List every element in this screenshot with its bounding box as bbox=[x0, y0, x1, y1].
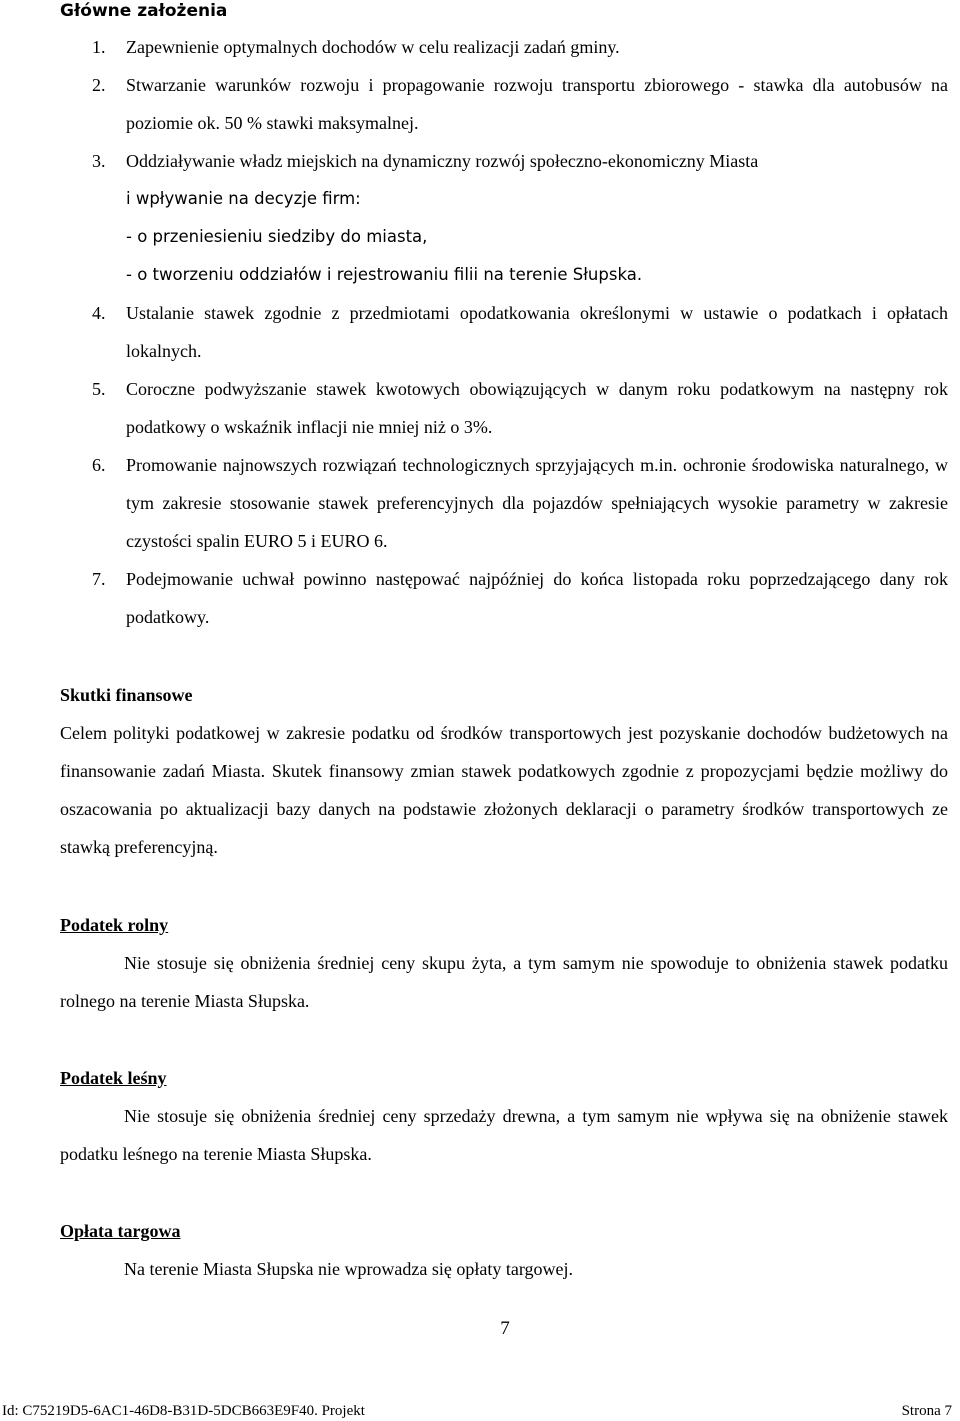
forest-heading: Podatek leśny bbox=[60, 1068, 167, 1088]
goal-3-line-1: i wpływanie na decyzje firm: bbox=[126, 189, 361, 208]
goals-list bbox=[92, 28, 948, 636]
footer-id: Id: C75219D5-6AC1-46D8-B31D-5DCB663E9F40. Projekt bbox=[2, 1403, 365, 1419]
agri-section bbox=[60, 906, 948, 1020]
market-text: Na terenie Miasta Słupska nie wprowadza się opłaty targowej. bbox=[124, 1259, 574, 1279]
market-section bbox=[60, 1212, 948, 1288]
agri-heading: Podatek rolny bbox=[60, 915, 169, 935]
forest-text: Nie stosuje się obniżenia średniej ceny sprzedaży drewna, a tym samym nie wpływa się na obniżenie stawek podatku leśnego na terenie Miasta Słupska. bbox=[60, 1106, 948, 1164]
goal-item-2: 2. Stwarzanie warunków rozwoju i propagowanie rozwoju transportu zbiorowego - stawka dla autobusów na poziomie ok. 50 % stawki maksymalnej. bbox=[92, 75, 948, 133]
goal-text-7: Podejmowanie uchwał powinno następować najpóźniej do końca listopada roku poprzedzającego dany rok podatkowy. bbox=[126, 569, 948, 627]
goal-item-4: 4. Ustalanie stawek zgodnie z przedmiotami opodatkowania określonymi w ustawie o podatkach i opłatach lokalnych. bbox=[92, 303, 948, 361]
goal-3-line-3: - o tworzeniu oddziałów i rejestrowaniu filii na terenie Słupska. bbox=[126, 265, 643, 284]
goals-heading: Główne założenia bbox=[60, 1, 228, 21]
financial-section bbox=[60, 676, 948, 866]
goal-text-3: Oddziaływanie władz miejskich na dynamiczny rozwój społeczno-ekonomiczny Miasta bbox=[126, 151, 759, 171]
goal-item-7: 7. Podejmowanie uchwał powinno następować najpóźniej do końca listopada roku poprzedzającego dany rok podatkowy. bbox=[92, 569, 948, 627]
market-heading: Opłata targowa bbox=[60, 1221, 181, 1241]
goal-text-4: Ustalanie stawek zgodnie z przedmiotami opodatkowania określonymi w ustawie o podatkach i opłatach lokalnych. bbox=[126, 303, 948, 361]
footer-page: Strona 7 bbox=[901, 1403, 952, 1419]
goal-item-5: 5. Coroczne podwyższanie stawek kwotowych obowiązujących w danym roku podatkowym na następny rok podatkowy o wskaźnik inflacji nie mniej niż o 3%. bbox=[92, 379, 948, 437]
goal-text-1: Zapewnienie optymalnych dochodów w celu realizacji zadań gminy. bbox=[126, 37, 620, 57]
goal-3-line-2: - o przeniesieniu siedziby do miasta, bbox=[126, 227, 428, 246]
goal-text-2: Stwarzanie warunków rozwoju i propagowanie rozwoju transportu zbiorowego - stawka dla autobusów na poziomie ok. 50 % stawki maksymalnej. bbox=[126, 75, 948, 133]
page-number: 7 bbox=[500, 1318, 510, 1339]
financial-text: Celem polityki podatkowej w zakresie podatku od środków transportowych jest pozyskanie dochodów budżetowych na finansowanie zadań Miasta. Skutek finansowy zmian stawek podatkowych zgodnie z propozycjami będzie możliwy do oszacowania po aktualizacji bazy danych na podstawie złożonych deklaracji o parametry środków transportowych ze stawką preferencyjną. bbox=[60, 723, 948, 857]
financial-heading: Skutki finansowe bbox=[60, 685, 193, 705]
agri-text: Nie stosuje się obniżenia średniej ceny skupu żyta, a tym samym nie spowoduje to obniżenia stawek podatku rolnego na terenie Miasta Słupska. bbox=[60, 953, 948, 1011]
goal-item-3: 3. Oddziaływanie władz miejskich na dynamiczny rozwój społeczno-ekonomiczny Miasta i wpływanie na decyzje firm: - o przeniesieniu siedziby do miasta, - o tworzeniu oddziałów i rejestrowaniu filii na terenie Słupska. bbox=[92, 142, 948, 294]
goal-text-6: Promowanie najnowszych rozwiązań technologicznych sprzyjających m.in. ochronie środowiska naturalnego, w tym zakresie stosowanie stawek preferencyjnych dla pojazdów spełniających wysokie parametry w zakresie czystości spalin EURO 5 i EURO 6. bbox=[126, 455, 948, 551]
forest-section bbox=[60, 1059, 948, 1173]
goal-text-5: Coroczne podwyższanie stawek kwotowych obowiązujących w danym roku podatkowym na następny rok podatkowy o wskaźnik inflacji nie mniej niż o 3%. bbox=[126, 379, 948, 437]
goal-item-6: 6. Promowanie najnowszych rozwiązań technologicznych sprzyjających m.in. ochronie środowiska naturalnego, w tym zakresie stosowanie stawek preferencyjnych dla pojazdów spełniających wysokie parametry w zakresie czystości spalin EURO 5 i EURO 6. bbox=[92, 455, 948, 551]
goal-item-1: 1. Zapewnienie optymalnych dochodów w celu realizacji zadań gminy. bbox=[92, 37, 620, 57]
